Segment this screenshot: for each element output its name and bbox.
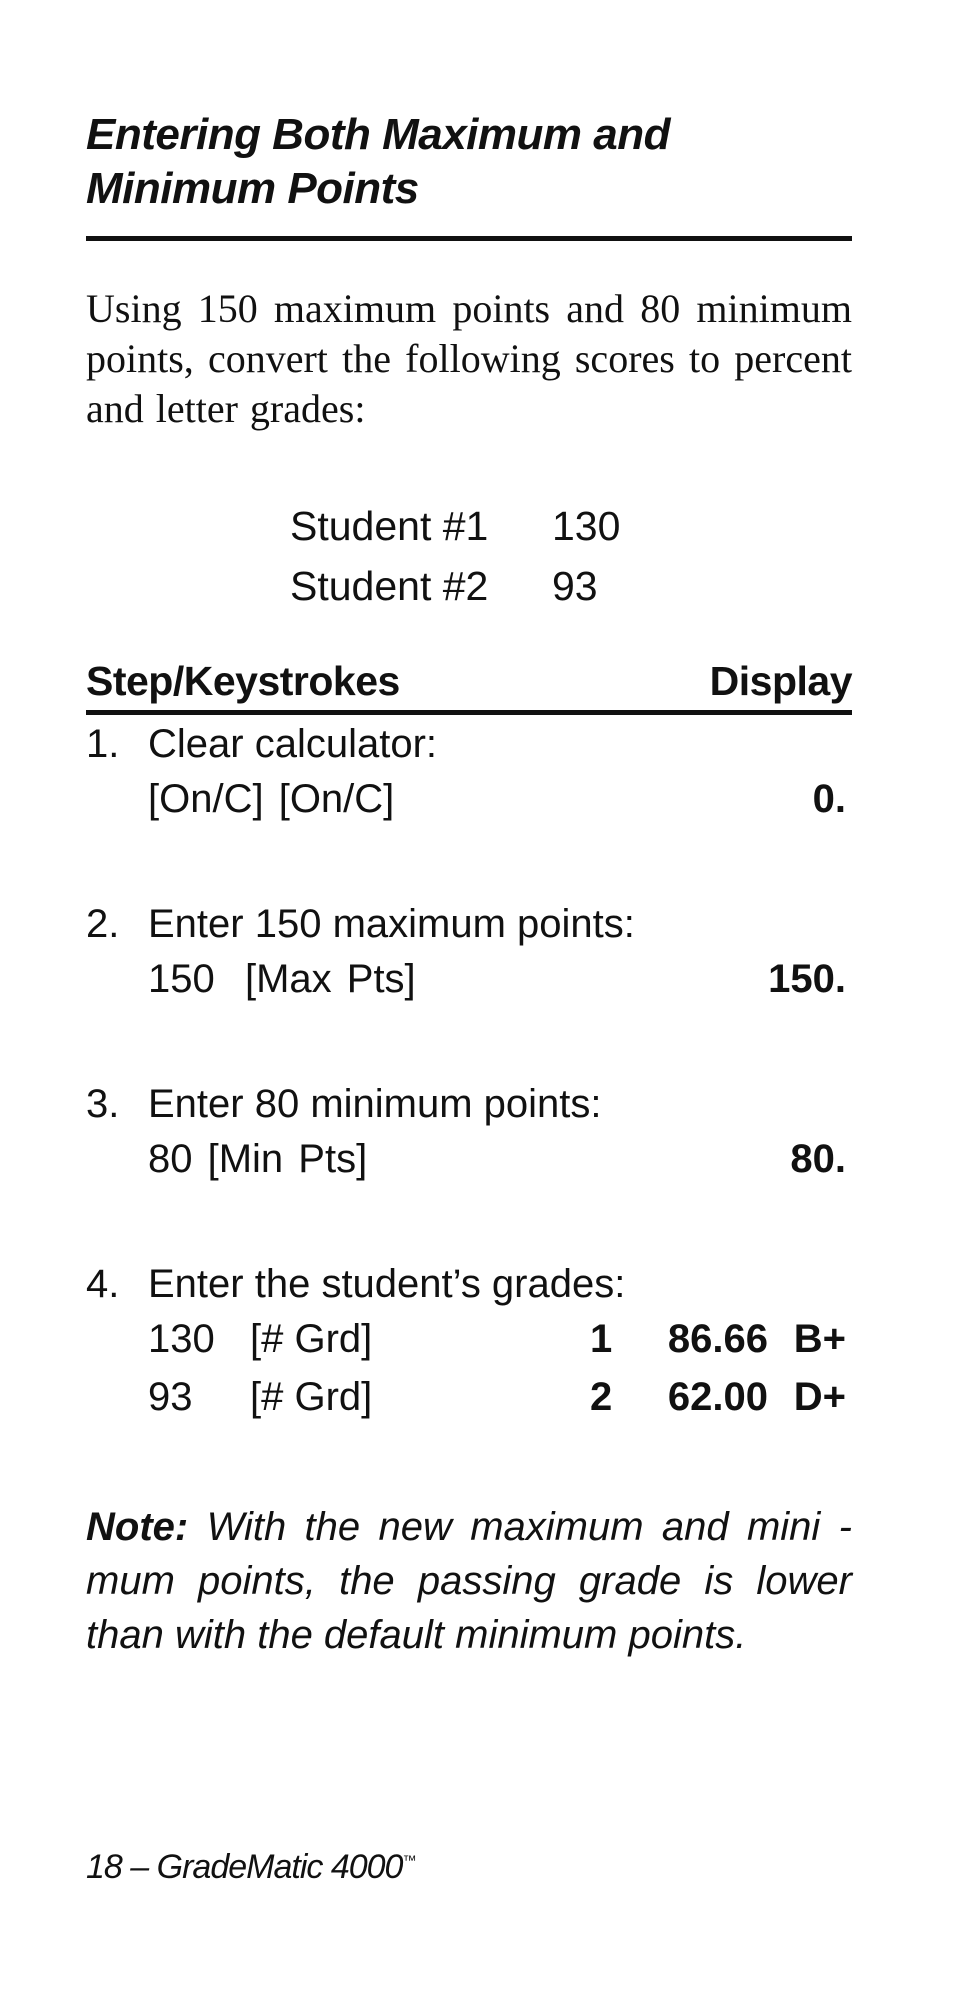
grade-score: 93: [148, 1375, 193, 1419]
step-number: 2.: [86, 902, 120, 946]
step-number: 3.: [86, 1082, 120, 1126]
steps-column-header: [86, 656, 852, 706]
intro-paragraph: Using 150 maximum points and 80 minimum points, convert the following scores to percent and letter grades:: [86, 286, 852, 431]
display-value: 0.: [812, 777, 846, 821]
footer-dash: –: [130, 1848, 149, 1886]
note-paragraph: [86, 1500, 852, 1662]
grade-student-number: 2: [590, 1375, 613, 1419]
step-number: 4.: [86, 1262, 120, 1306]
page-number: 18: [86, 1848, 122, 1886]
grade-student-number: 1: [590, 1317, 613, 1361]
step-3: [86, 1078, 852, 1188]
heading-line-2: Minimum Points: [86, 164, 419, 213]
keystroke-row: [86, 770, 852, 828]
step-4: [86, 1258, 852, 1426]
heading-divider: [86, 236, 852, 241]
step-1: [86, 718, 852, 828]
step-number: 1.: [86, 722, 120, 766]
display-value: 150.: [768, 957, 846, 1001]
note-text: With the new maximum and mini - mum points, the passing grade is lower than with the default minimum points.: [86, 1505, 852, 1657]
step-title: [86, 1078, 852, 1130]
grade-key: [# Grd]: [250, 1375, 373, 1419]
student-score: 130: [552, 503, 621, 549]
step-title: [86, 718, 852, 770]
note-label: Note:: [86, 1505, 189, 1549]
step-description: Enter 80 minimum points:: [148, 1082, 602, 1126]
heading-line-1: Entering Both Maximum and: [86, 110, 670, 159]
manual-page: [86, 0, 852, 2009]
page-footer: [86, 1848, 415, 1887]
grade-row: [86, 1310, 852, 1368]
display-value: 80.: [790, 1137, 846, 1181]
step-description: Clear calculator:: [148, 722, 438, 766]
product-name: GradeMatic 4000: [156, 1848, 403, 1886]
student-name: Student #1: [290, 503, 489, 549]
keystrokes: 150 [Max Pts]: [148, 957, 416, 1001]
grade-key: [# Grd]: [250, 1317, 373, 1361]
student-scores: [290, 496, 620, 616]
keystroke-row: [86, 950, 852, 1008]
grade-letter: D+: [793, 1375, 846, 1419]
step-title: [86, 898, 852, 950]
grade-percent: 86.66: [667, 1317, 768, 1361]
keystrokes: 80 [Min Pts]: [148, 1137, 368, 1181]
student-score-row: [290, 556, 620, 616]
step-description: Enter the student’s grades:: [148, 1262, 626, 1306]
student-score-row: [290, 496, 620, 556]
grade-percent: 62.00: [667, 1375, 768, 1419]
keystroke-row: [86, 1130, 852, 1188]
keystrokes: [On/C] [On/C]: [148, 777, 395, 821]
trademark-symbol: ™: [402, 1852, 416, 1868]
step-description: Enter 150 maximum points:: [148, 902, 635, 946]
column-header-divider: [86, 710, 852, 715]
student-name: Student #2: [290, 563, 489, 609]
column-keystrokes-label: Step/Keystrokes: [86, 658, 400, 704]
grade-keystrokes: [148, 1368, 372, 1426]
column-display-label: Display: [709, 658, 852, 704]
grade-letter: B+: [793, 1317, 846, 1361]
student-score: 93: [552, 563, 598, 609]
step-2: [86, 898, 852, 1008]
grade-score: 130: [148, 1317, 215, 1361]
grade-row: [86, 1368, 852, 1426]
grade-keystrokes: [148, 1310, 372, 1368]
step-title: [86, 1258, 852, 1310]
section-heading: [86, 108, 852, 216]
